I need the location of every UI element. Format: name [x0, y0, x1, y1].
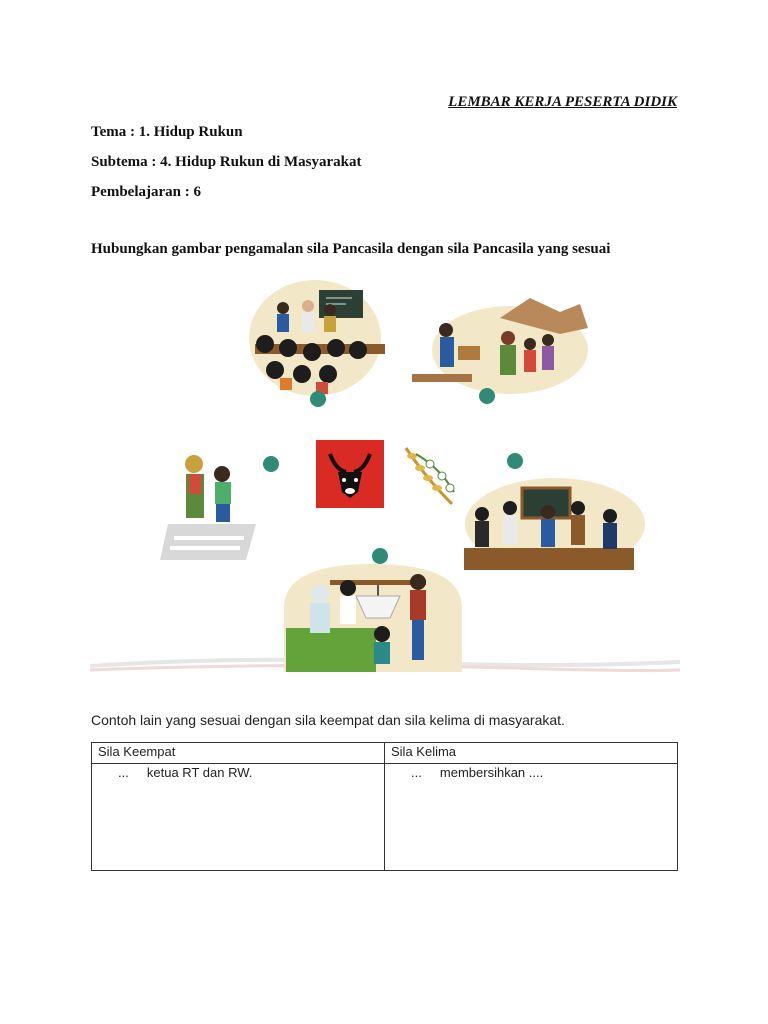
- answer-cell-sila-kelima[interactable]: [385, 764, 678, 871]
- cell-text: ... ketua RT dan RW.: [118, 765, 253, 780]
- connector-dot-icon: [507, 453, 523, 469]
- column-header-sila-kelima: Sila Kelima: [385, 743, 678, 764]
- bull-head-symbol-icon: [316, 440, 384, 508]
- tema-line: Tema : 1. Hidup Rukun: [91, 124, 243, 140]
- exercise-intro: Contoh lain yang sesuai dengan sila keempat dan sila kelima di masyarakat.: [91, 712, 565, 728]
- column-header-sila-keempat: Sila Keempat: [92, 743, 385, 764]
- worksheet-title: LEMBAR KERJA PESERTA DIDIK: [448, 94, 677, 110]
- table-header-row: [92, 743, 678, 764]
- connector-dot-icon: [310, 391, 326, 407]
- pembelajaran-line: Pembelajaran : 6: [91, 184, 201, 200]
- pancasila-matching-illustration: [90, 278, 680, 674]
- connector-dot-icon: [372, 548, 388, 564]
- connector-dot-icon: [479, 388, 495, 404]
- connector-dot-icon: [263, 456, 279, 472]
- table-row: [92, 764, 678, 871]
- answer-table: [91, 742, 678, 871]
- rice-cotton-symbol-icon: [406, 448, 454, 504]
- meeting-scene-icon: [464, 478, 645, 570]
- cell-text: ... membersihkan ....: [411, 765, 544, 780]
- instruction-text: Hubungkan gambar pengamalan sila Pancasila dengan sila Pancasila yang sesuai: [91, 241, 611, 257]
- answer-cell-sila-keempat[interactable]: [92, 764, 385, 871]
- subtema-line: Subtema : 4. Hidup Rukun di Masyarakat: [91, 154, 362, 170]
- classroom-scene-icon: [249, 280, 385, 396]
- crossing-street-scene-icon: [160, 455, 256, 560]
- weighing-scene-icon: [284, 564, 462, 672]
- helping-victims-scene-icon: [412, 298, 588, 394]
